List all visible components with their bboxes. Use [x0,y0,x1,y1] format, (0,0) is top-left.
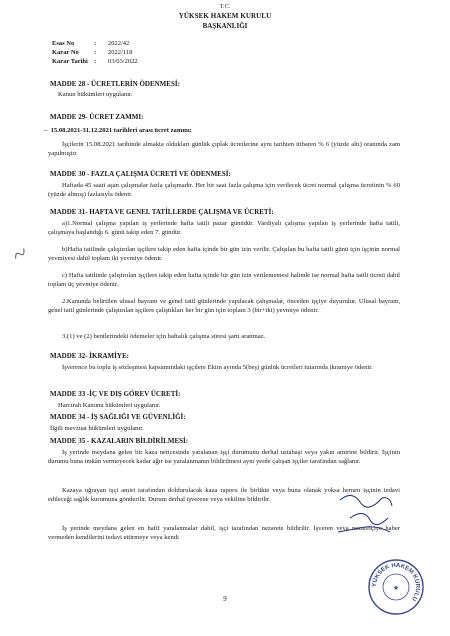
article-31-para-2: 2.Kanunda belirtilen ulusal bayram ve genel tatil günlerinde yapılacak çalışmalar, önceden işçiye duyurulur. Ulusal bayram, genel tatil günlerinde çalıştırılan işçilere çalıştıkları her bir gün için toplam 3 (bir+iki) yevmiye ödenir. [48,298,400,314]
article-35-para-3: İş yerinde meydana gelen en hafif yaralanmalar dahil, işçi tarafından nezarete bildirilir. İşveren veya nezaretçiye haber vermeden kendilerini tedavi ettirmeye veya kendi [48,525,400,541]
meta-value: 2022/118 [108,49,133,56]
article-35-para-2: Kazaya uğrayan işçi amiri tarafından doldurulacak kaza raporu ile birlikte veya buna olanak yoksa hemen işçinin tedavi edileceği sağlık kurumuna gönderilir. Durum derhal işverene veya vekiline bildirilir. [48,487,400,503]
article-33-title: MADDE 33 -İÇ VE DIŞ GÖREV ÜCRETİ: [50,390,181,398]
article-35-title: MADDE 35 - KAZALARIN BİLDİRİLMESİ: [50,437,189,445]
svg-text:YÜKSEK HAKEM KURULU: YÜKSEK HAKEM KURULU [371,562,421,602]
article-34-title: MADDE 34 - İŞ SAĞLIĞI VE GÜVENLİĞİ: [50,413,186,421]
article-28-body: Kanun hükümleri uygulanır. [58,91,133,98]
meta-value: 2022/42 [108,40,130,47]
official-seal-stamp [366,557,426,622]
svg-text:★: ★ [392,585,400,592]
article-32-body: İşverence bu toplu iş sözleşmesi kapsamındaki işçilere Ekim ayında 5(beş) günlük ücretleri tutarında ikramiye ödenir. [62,364,373,371]
article-31-para-a: a)1.Normal çalışma yapılan iş yerlerinde hafta tatili pazar günüdür. Vardiyalı çalışma yapılan iş yerlerinde hafta tatili, çalışmaya başlandığı 6. günü takip eden 7. gündür. [48,220,400,236]
article-29-subheading: – 15.08.2021-31.12.2021 tarihleri arası ücret zammı: [44,127,192,134]
article-35-para-1: İş yerinde meydana gelen bir kaza neticesinde yaralanan işçi durumunu derhal ustabaşı veya yakın amirine bildirir. İşçinin durumu buna imkân vermeyecek kadar ağır ise yaralanmanın bildirilmesi aynı yerde çalışan işçiler tarafından sağlanır. [48,449,400,465]
article-31-title: MADDE 31- HAFTA VE GENEL TATİLLERDE ÇALIŞMA VE ÜCRETİ: [50,208,274,216]
margin-handwriting-mark [10,244,29,263]
article-32-title: MADDE 32- İKRAMİYE: [50,352,129,360]
article-31-para-3: 3.(1) ve (2) bentlerindeki ödemeler için haftalık çalışma süresi şartı aranmaz. [62,333,266,340]
meta-esas-no: Esas No : 2022/42 [52,40,130,47]
meta-key: Karar No [52,49,79,56]
article-30-body: Haftada 45 saati aşan çalışmalar fazla çalışmadır. Her bir saat fazla çalışma için verilecek ücret normal çalışma ücretinin % 60 (yüzde altmış) fazlasıyla ödenir. [48,182,400,198]
article-30-title: MADDE 30 - FAZLA ÇALIŞMA ÜCRETİ VE ÖDENMESİ: [50,170,231,178]
article-29-body: İşçilerin 15.08.2021 tarihinde almakta oldukları günlük çıplak ücretlerine aynı tarihten itibaren % 6 (yüzde altı) oranında zam yapılmıştır. [48,141,400,157]
signature-scribble [330,488,400,548]
article-33-body: Harcırah Kanunu hükümleri uygulanır. [58,402,161,409]
article-31-para-c: c) Hafta tatilinde çalıştırılan işçilere takip eden hafta içinde bir gün izin verilememesi halinde ise normal hafta tatili ücreti dahil toplam üç yevmiye ödenir. [48,272,400,288]
article-28-title: MADDE 28 - ÜCRETLERİN ÖDENMESİ: [50,80,180,88]
article-31-para-b: b)Hafta tatilinde çalıştırılan işçilere takip eden hafta içinde bir gün izin verilir. Çalışılan bu hafta tatili günü için işçinin normal yevmiyesi dahil toplam iki yevmiye ödenir. [48,246,400,262]
page-number: 9 [223,595,227,603]
article-34-body: İlgili mevzuat hükümleri uygulanır. [50,425,144,432]
header-department: BAŞKANLIĞI [202,22,248,30]
meta-karar-no: Karar No : 2022/118 [52,49,133,56]
meta-key: Karar Tarihi [52,58,88,65]
meta-value: 03/03/2022 [108,58,138,65]
meta-key: Esas No [52,40,75,47]
header-institution: YÜKSEK HAKEM KURULU [178,12,272,20]
header-tc: T.C. [219,3,231,10]
meta-karar-tarihi: Karar Tarihi : 03/03/2022 [52,58,138,65]
article-29-title: MADDE 29- ÜCRET ZAMMI: [50,113,144,121]
